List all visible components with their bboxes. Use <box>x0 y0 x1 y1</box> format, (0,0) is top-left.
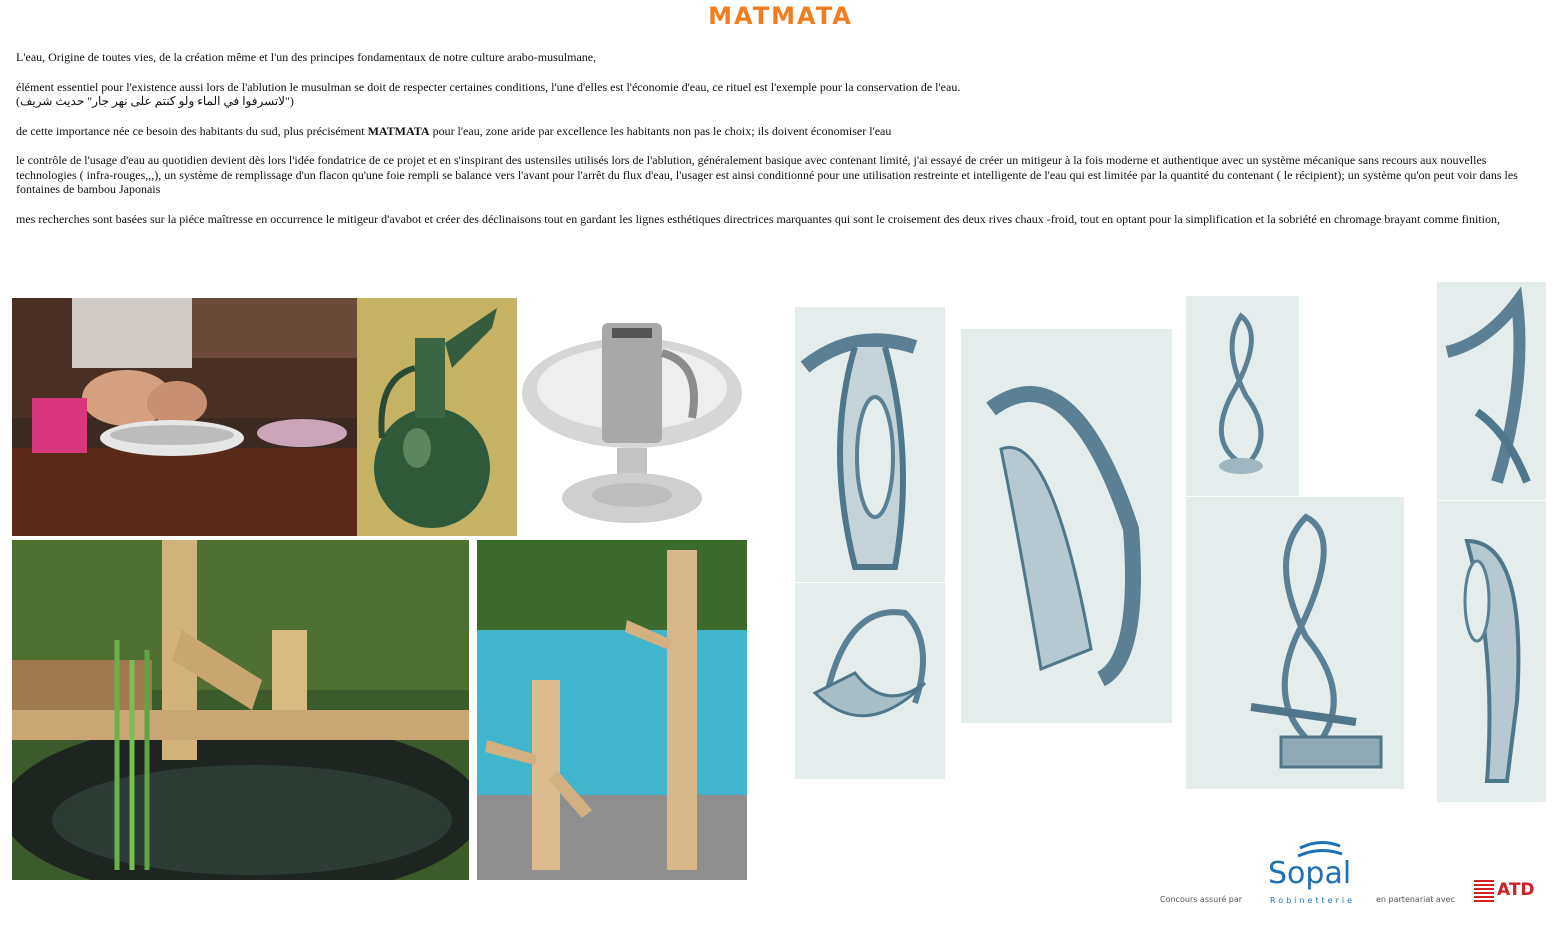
sketch-5 <box>1186 497 1404 789</box>
page-title: MATMATA <box>708 2 853 30</box>
sketch-1 <box>795 307 945 582</box>
intro-paragraph: L'eau, Origine de toutes vies, de la création même et l'un des principes fondamentaux de notre culture arabo-musulmane, <box>16 50 597 64</box>
matmata-text-start: de cette importance née ce besoin des habitants du sud, plus précisément <box>16 124 368 138</box>
matmata-bold: MATMATA <box>367 124 430 138</box>
ewer-photo <box>357 298 517 536</box>
sopal-logo-name: Sopal <box>1268 856 1352 891</box>
ablution-photo <box>12 298 357 536</box>
research-paragraph: mes recherches sont basées sur la piéce maîtresse en occurrence le mitigeur d'avabot et créer des déclinaisons tout en gardant les lignes esthétiques directrices marquantes qui sont le croisement des deux rives chaux -froid, tout en optant pour la simplification et la sobriété en chromage brayant comme finition, <box>16 212 1500 226</box>
concept-paragraph: le contrôle de l'usage d'eau au quotidien devient dès lors l'idée fondatrice de ce projet et en s'inspirant des ustensiles utilisés lors de l'ablution, généralement basique avec contenant limité, j'ai essayé de créer un mitigeur à la fois moderne et authentique avec un système mécanique sans recours aux nouvelles technologies ( infra-rouges,,,), un système de remplissage d'un flacon qu'une foie rempli se balance vers l'avant pour l'arrêt du flux d'eau, l'usager est ainsi conditionné pour une utilisation restreinte et intelligente de l'eau qui est limitée par la quantité du contenant ( le récipient); un système qu'on peut voir dans les fontaines de bambou Japonais <box>16 153 1518 196</box>
sketch-4 <box>1186 296 1299 496</box>
sketch-2 <box>795 583 945 779</box>
matmata-text-end: pour l'eau, zone aride par excellence les habitants non pas le choix; ils doivent économiser l'eau <box>429 124 892 138</box>
ablution-paragraph: élément essentiel pour l'existence aussi lors de l'ablution le musulman se doit de respecter certaines conditions, l'une d'elles est l'économie d'eau, ce rituel est l'exemple pour la conservation de l'eau. <box>16 80 961 94</box>
hadith-quote: ("لاتسرفوا في الماء ولو كنتم على نهر جار" حديث شريف) <box>16 94 294 108</box>
matmata-paragraph <box>16 124 1544 139</box>
sopal-logo-subtitle: Robinetterie <box>1270 896 1356 905</box>
modern-basin-photo <box>517 298 757 536</box>
sketch-6 <box>1437 282 1546 500</box>
sketch-7 <box>1437 501 1546 802</box>
atd-logo-icon <box>1474 880 1494 902</box>
sketch-3 <box>961 329 1172 723</box>
bamboo-pool-photo <box>477 540 747 880</box>
bamboo-fountain-photo <box>12 540 469 880</box>
sponsor-label: Concours assuré par <box>1160 895 1243 904</box>
partner-label: en partenariat avec <box>1376 895 1455 904</box>
atd-logo-name: ATD <box>1497 880 1535 900</box>
